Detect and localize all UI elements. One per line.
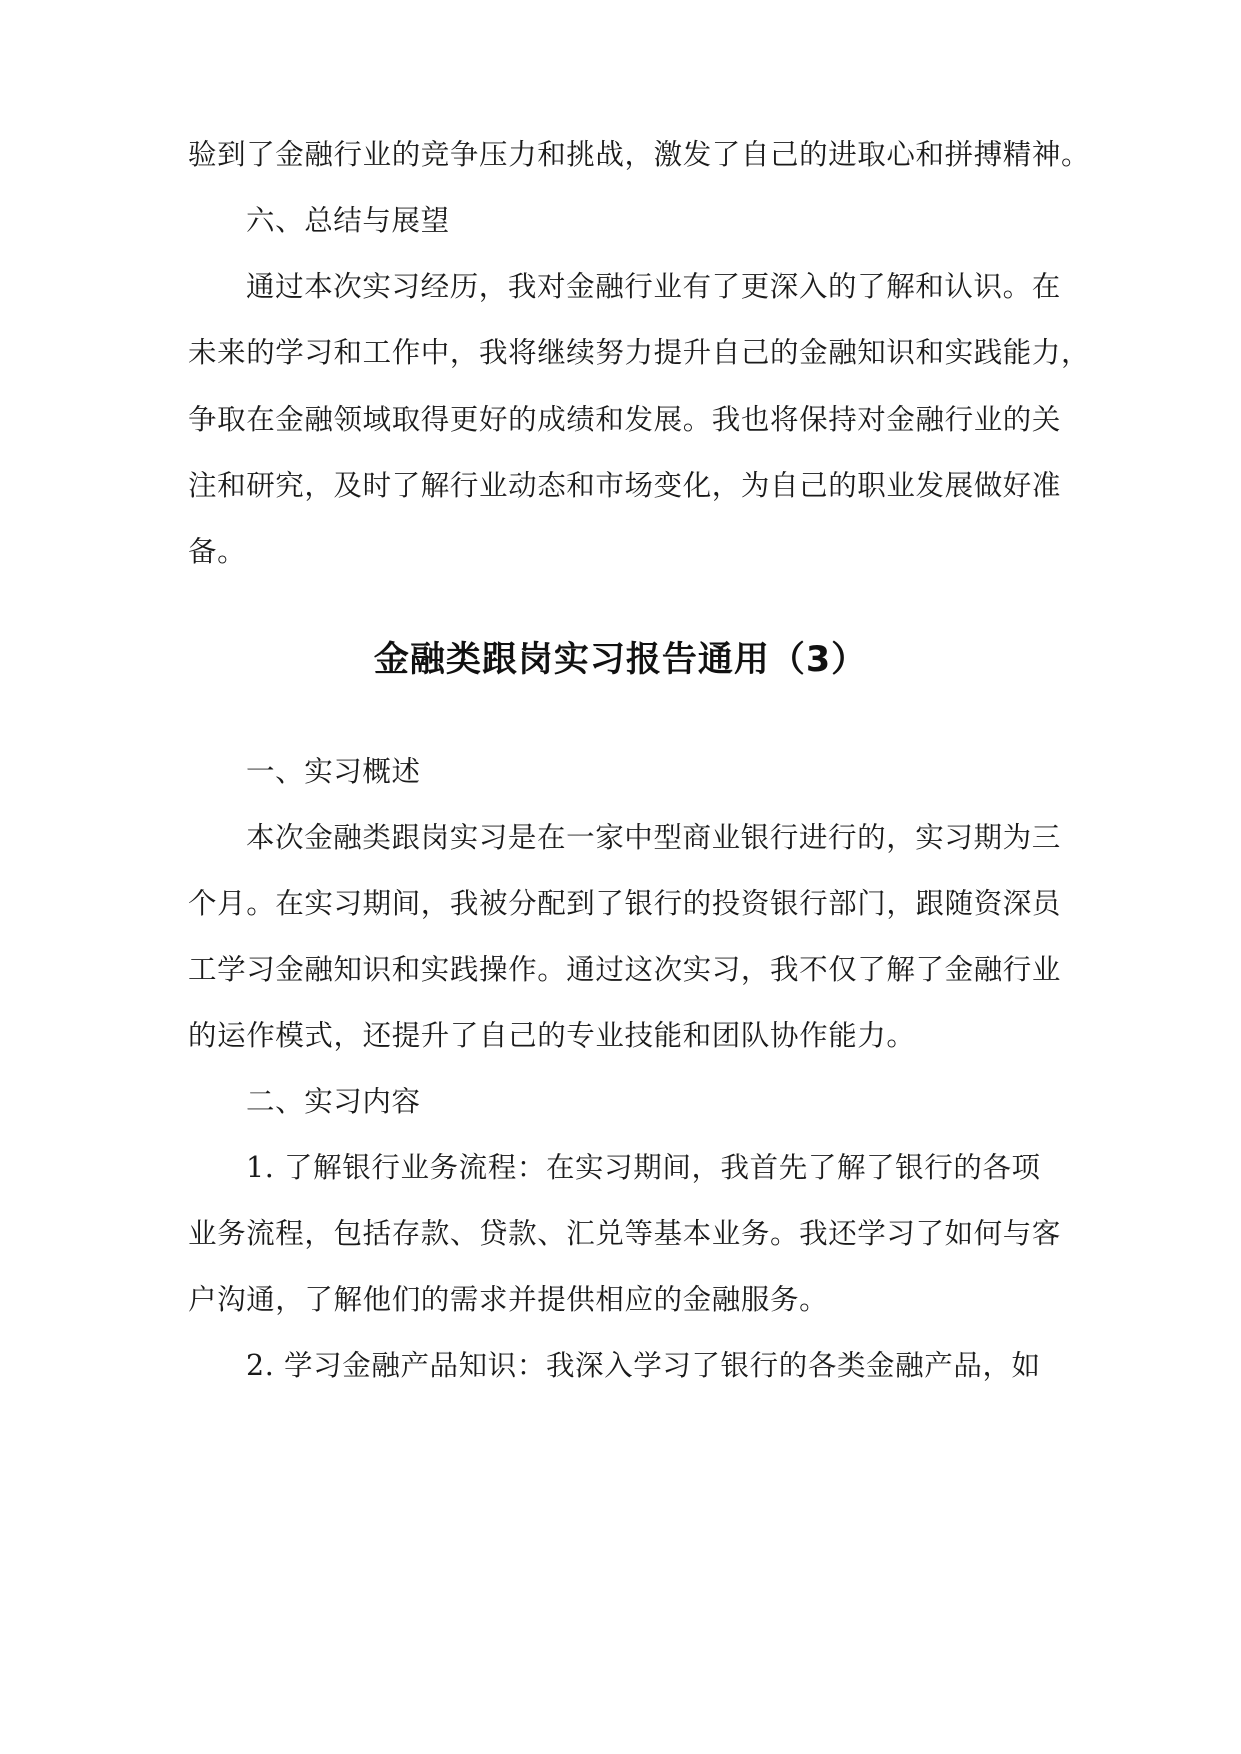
- body-text-line: 未来的学习和工作中，我将继续努力提升自己的金融知识和实践能力，: [188, 336, 1091, 369]
- body-text-line: 的运作模式，还提升了自己的专业技能和团队协作能力。: [188, 1019, 916, 1052]
- section-heading: 二、实习内容: [246, 1085, 421, 1118]
- body-text-line: 注和研究，及时了解行业动态和市场变化，为自己的职业发展做好准: [188, 469, 1062, 502]
- body-text-line: 个月。在实习期间，我被分配到了银行的投资银行部门，跟随资深员: [188, 887, 1062, 920]
- document-title: 金融类跟岗实习报告通用（3）: [373, 640, 868, 680]
- list-item-text: 1. 了解银行业务流程：在实习期间，我首先了解了银行的各项: [246, 1151, 1041, 1184]
- body-text-line: 工学习金融知识和实践操作。通过这次实习，我不仅了解了金融行业: [188, 953, 1062, 986]
- body-text-line: 本次金融类跟岗实习是在一家中型商业银行进行的，实习期为三: [246, 821, 1061, 854]
- list-item-text: 2. 学习金融产品知识：我深入学习了银行的各类金融产品，如: [246, 1349, 1041, 1382]
- body-text-line: 通过本次实习经历，我对金融行业有了更深入的了解和认识。在: [246, 270, 1061, 303]
- body-text-line: 验到了金融行业的竞争压力和挑战，激发了自己的进取心和拼搏精神。: [188, 138, 1091, 171]
- body-text-line: 争取在金融领域取得更好的成绩和发展。我也将保持对金融行业的关: [188, 403, 1062, 436]
- body-text-line: 业务流程，包括存款、贷款、汇兑等基本业务。我还学习了如何与客: [188, 1217, 1062, 1250]
- section-heading: 六、总结与展望: [246, 204, 450, 237]
- body-text-line: 户沟通，了解他们的需求并提供相应的金融服务。: [188, 1283, 829, 1316]
- section-heading: 一、实习概述: [246, 755, 421, 788]
- body-text-line: 备。: [188, 535, 247, 568]
